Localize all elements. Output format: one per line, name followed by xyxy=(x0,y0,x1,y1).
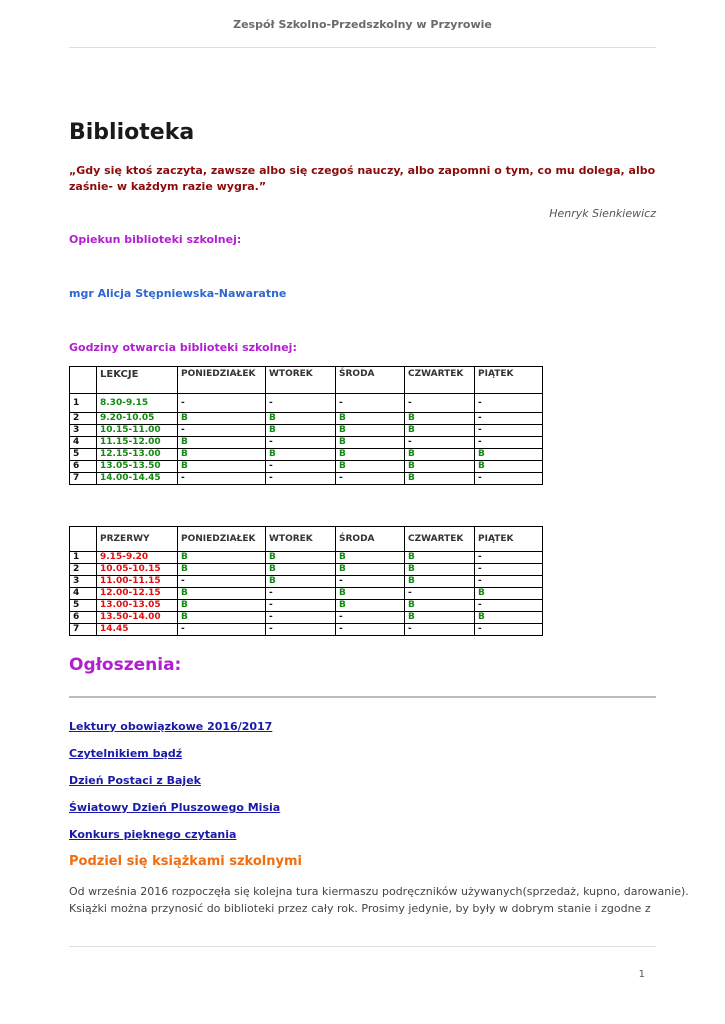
day-cell: B xyxy=(336,552,405,564)
day-cell: - xyxy=(178,624,266,636)
row-number-cell: 3 xyxy=(70,576,97,588)
day-cell: - xyxy=(475,425,543,437)
day-cell: B xyxy=(405,413,475,425)
day-cell: B xyxy=(266,413,336,425)
time-cell: 12.15-13.00 xyxy=(97,449,178,461)
announcements-divider xyxy=(69,696,656,698)
header-cell: PRZERWY xyxy=(97,527,178,552)
table-row xyxy=(70,461,543,473)
header-divider xyxy=(69,47,656,48)
row-number-cell: 1 xyxy=(70,552,97,564)
day-cell: B xyxy=(266,552,336,564)
day-cell: - xyxy=(336,473,405,485)
day-cell: B xyxy=(336,600,405,612)
day-cell: B xyxy=(336,564,405,576)
day-cell: B xyxy=(178,588,266,600)
day-cell: B xyxy=(405,461,475,473)
day-cell: - xyxy=(178,425,266,437)
link-czytelnikiem[interactable]: Czytelnikiem bądź xyxy=(69,747,183,760)
time-cell: 13.00-13.05 xyxy=(97,600,178,612)
day-cell: - xyxy=(336,394,405,413)
day-cell: B xyxy=(475,461,543,473)
day-cell: B xyxy=(475,449,543,461)
day-cell: B xyxy=(405,612,475,624)
header-cell: CZWARTEK xyxy=(405,367,475,394)
header-cell: CZWARTEK xyxy=(405,527,475,552)
day-cell: B xyxy=(336,425,405,437)
day-cell: B xyxy=(178,564,266,576)
day-cell: B xyxy=(266,449,336,461)
page-title: Biblioteka xyxy=(69,120,195,145)
time-cell: 9.20-10.05 xyxy=(97,413,178,425)
time-cell: 11.00-11.15 xyxy=(97,576,178,588)
day-cell: B xyxy=(405,552,475,564)
quote-author: Henryk Sienkiewicz xyxy=(549,207,656,220)
row-number-cell: 7 xyxy=(70,473,97,485)
day-cell: - xyxy=(475,437,543,449)
header-cell xyxy=(70,367,97,394)
table-row xyxy=(70,437,543,449)
day-cell: - xyxy=(266,600,336,612)
day-cell: B xyxy=(405,449,475,461)
day-cell: - xyxy=(475,600,543,612)
day-cell: B xyxy=(336,449,405,461)
header-cell xyxy=(70,527,97,552)
day-cell: B xyxy=(336,437,405,449)
lessons-hours-table xyxy=(69,366,543,485)
day-cell: B xyxy=(178,413,266,425)
time-cell: 11.15-12.00 xyxy=(97,437,178,449)
header-cell: PIĄTEK xyxy=(475,367,543,394)
time-cell: 13.50-14.00 xyxy=(97,612,178,624)
day-cell: B xyxy=(178,437,266,449)
day-cell: - xyxy=(475,624,543,636)
day-cell: - xyxy=(475,552,543,564)
row-number-cell: 5 xyxy=(70,600,97,612)
row-number-cell: 2 xyxy=(70,564,97,576)
row-number-cell: 4 xyxy=(70,437,97,449)
day-cell: B xyxy=(266,576,336,588)
day-cell: - xyxy=(405,624,475,636)
table-row xyxy=(70,394,543,413)
day-cell: - xyxy=(266,394,336,413)
share-heading: Podziel się książkami szkolnymi xyxy=(69,854,302,869)
day-cell: - xyxy=(266,437,336,449)
day-cell: - xyxy=(178,473,266,485)
day-cell: - xyxy=(178,394,266,413)
day-cell: - xyxy=(336,624,405,636)
day-cell: - xyxy=(405,588,475,600)
day-cell: - xyxy=(475,473,543,485)
header-cell: LEKCJE xyxy=(97,367,178,394)
header-cell: PONIEDZIAŁEK xyxy=(178,367,266,394)
header-cell: WTOREK xyxy=(266,527,336,552)
table-row xyxy=(70,473,543,485)
time-cell: 10.15-11.00 xyxy=(97,425,178,437)
day-cell: - xyxy=(405,394,475,413)
day-cell: - xyxy=(336,612,405,624)
day-cell: B xyxy=(178,612,266,624)
table-row xyxy=(70,425,543,437)
table-row xyxy=(70,612,543,624)
day-cell: - xyxy=(266,461,336,473)
day-cell: B xyxy=(405,473,475,485)
table-row xyxy=(70,413,543,425)
table-row xyxy=(70,588,543,600)
guardian-name: mgr Alicja Stępniewska-Nawaratne xyxy=(69,287,287,300)
table-row xyxy=(70,600,543,612)
header-cell: ŚRODA xyxy=(336,367,405,394)
day-cell: B xyxy=(178,600,266,612)
day-cell: - xyxy=(475,564,543,576)
table-row xyxy=(70,564,543,576)
day-cell: B xyxy=(178,449,266,461)
header-cell: PONIEDZIAŁEK xyxy=(178,527,266,552)
row-number-cell: 6 xyxy=(70,612,97,624)
day-cell: - xyxy=(266,612,336,624)
time-cell: 14.45 xyxy=(97,624,178,636)
header-cell: ŚRODA xyxy=(336,527,405,552)
share-line-1: Od września 2016 rozpoczęła się kolejna tura kiermaszu podręczników używanych(sprzedaż, kupno, darowanie). xyxy=(69,885,689,898)
day-cell: B xyxy=(266,564,336,576)
time-cell: 10.05-10.15 xyxy=(97,564,178,576)
day-cell: - xyxy=(475,576,543,588)
day-cell: - xyxy=(178,576,266,588)
day-cell: B xyxy=(405,576,475,588)
table-row xyxy=(70,624,543,636)
breaks-hours-table xyxy=(69,526,543,636)
link-konkurs[interactable]: Konkurs pięknego czytania xyxy=(69,828,237,841)
day-cell: B xyxy=(266,425,336,437)
page-number: 1 xyxy=(638,969,645,980)
day-cell: B xyxy=(405,600,475,612)
day-cell: B xyxy=(405,564,475,576)
table-row xyxy=(70,552,543,564)
quote-text: „Gdy się ktoś zaczyta, zawsze albo się czegoś nauczy, albo zapomni o tym, co mu dolega, albo zaśnie- w każdym razie wygra.” xyxy=(69,164,656,193)
day-cell: - xyxy=(405,437,475,449)
header-cell: WTOREK xyxy=(266,367,336,394)
link-lektury[interactable]: Lektury obowiązkowe 2016/2017 xyxy=(69,720,273,733)
row-number-cell: 5 xyxy=(70,449,97,461)
day-cell: B xyxy=(336,461,405,473)
time-cell: 14.00-14.45 xyxy=(97,473,178,485)
time-cell: 9.15-9.20 xyxy=(97,552,178,564)
table-header-row xyxy=(70,527,543,552)
day-cell: - xyxy=(266,588,336,600)
day-cell: B xyxy=(178,552,266,564)
table-header-row xyxy=(70,367,543,394)
day-cell: - xyxy=(336,576,405,588)
day-cell: B xyxy=(475,588,543,600)
footer-divider xyxy=(69,946,656,947)
table-row xyxy=(70,576,543,588)
share-paragraph xyxy=(69,883,689,917)
school-name-header: Zespół Szkolno-Przedszkolny w Przyrowie xyxy=(233,18,492,31)
table-row xyxy=(70,449,543,461)
guardian-label: Opiekun biblioteki szkolnej: xyxy=(69,233,242,246)
row-number-cell: 2 xyxy=(70,413,97,425)
time-cell: 13.05-13.50 xyxy=(97,461,178,473)
day-cell: B xyxy=(405,425,475,437)
time-cell: 12.00-12.15 xyxy=(97,588,178,600)
row-number-cell: 7 xyxy=(70,624,97,636)
row-number-cell: 3 xyxy=(70,425,97,437)
day-cell: B xyxy=(336,588,405,600)
announcements-heading: Ogłoszenia: xyxy=(69,655,182,675)
header-cell: PIĄTEK xyxy=(475,527,543,552)
time-cell: 8.30-9.15 xyxy=(97,394,178,413)
day-cell: - xyxy=(475,413,543,425)
day-cell: B xyxy=(178,461,266,473)
link-dzien-postaci[interactable]: Dzień Postaci z Bajek xyxy=(69,774,201,787)
share-line-2: Książki można przynosić do biblioteki przez cały rok. Prosimy jedynie, by były w dobrym stanie i zgodne z xyxy=(69,902,651,915)
day-cell: B xyxy=(336,413,405,425)
link-dzien-misia[interactable]: Światowy Dzień Pluszowego Misia xyxy=(69,801,281,814)
day-cell: - xyxy=(266,473,336,485)
row-number-cell: 6 xyxy=(70,461,97,473)
day-cell: B xyxy=(475,612,543,624)
hours-label: Godziny otwarcia biblioteki szkolnej: xyxy=(69,341,297,354)
row-number-cell: 1 xyxy=(70,394,97,413)
day-cell: - xyxy=(266,624,336,636)
row-number-cell: 4 xyxy=(70,588,97,600)
day-cell: - xyxy=(475,394,543,413)
